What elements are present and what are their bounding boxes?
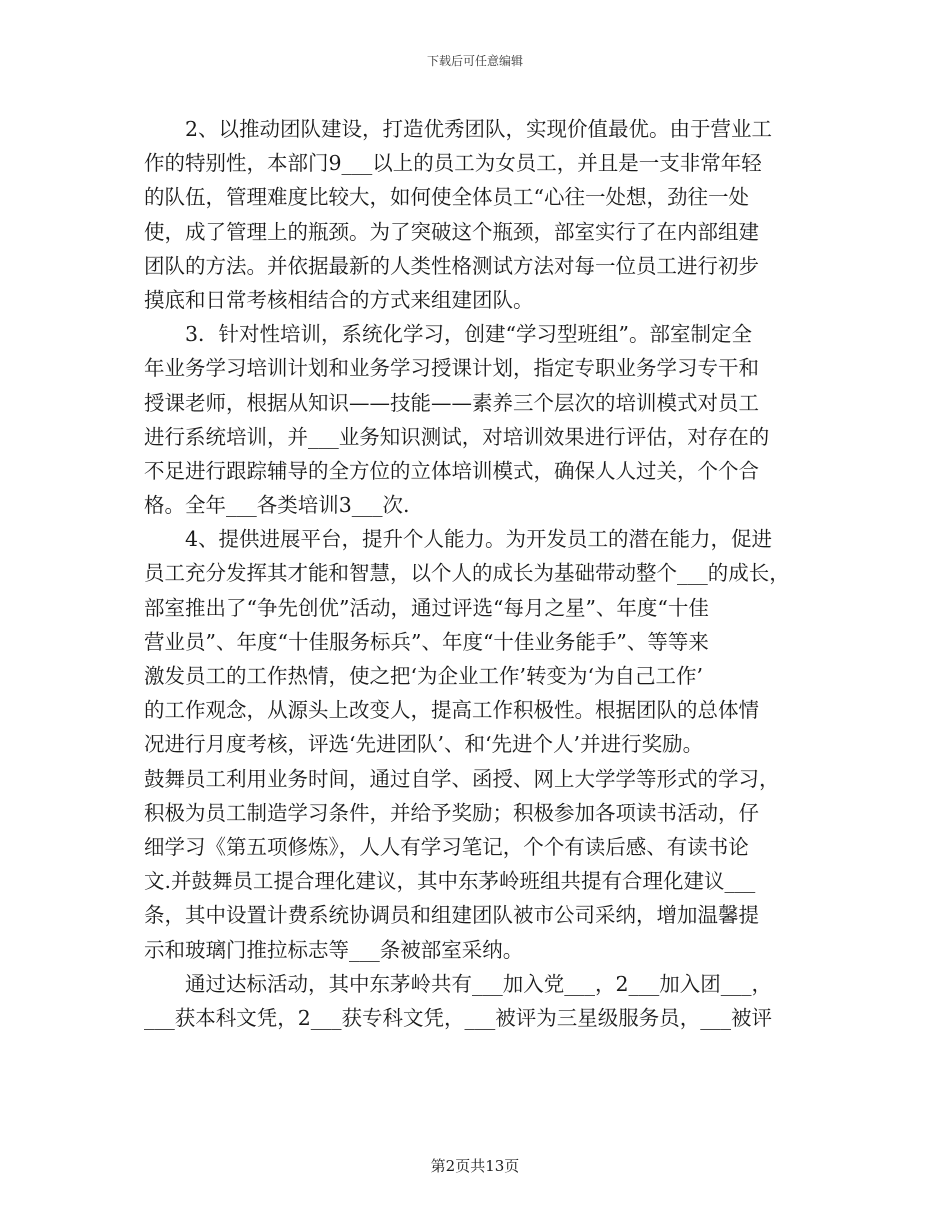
text-line: 的队伍，管理难度比较大，如何使全体员工“心往一处想，劲往一处 bbox=[144, 185, 749, 210]
text-line: 摸底和日常考核相结合的方式来组建团队。 bbox=[144, 287, 534, 312]
text-line: 通过达标活动，其中东茅岭共有___加入党___，2___加入团___， bbox=[144, 971, 773, 996]
text-line: 使，成了管理上的瓶颈。为了突破这个瓶颈，部室实行了在内部组建 bbox=[144, 219, 759, 244]
text-line: 员工充分发挥其才能和智慧，以个人的成长为基础带动整个___的成长， bbox=[144, 561, 790, 586]
text-line: 不足进行跟踪辅导的全方位的立体培训模式，确保人人过关，个个合 bbox=[144, 458, 759, 483]
text-line: 年业务学习培训计划和业务学习授课计划，指定专职业务学习专干和 bbox=[144, 356, 759, 381]
text-line: 示和玻璃门推拉标志等___条被部室采纳。 bbox=[144, 937, 524, 962]
text-line: 鼓舞员工利用业务时间，通过自学、函授、网上大学学等形式的学习， bbox=[144, 766, 780, 791]
page-number: 第2页共13页 bbox=[430, 1157, 520, 1175]
text-line: 部室推出了“争先创优”活动，通过评选“每月之星”、年度“十佳 bbox=[144, 595, 709, 620]
text-line: 进行系统培训，并___业务知识测试，对培训效果进行评估，对存在的 bbox=[144, 424, 770, 449]
text-line: ___获本科文凭，2___获专科文凭，___被评为三星级服务员，___被评 bbox=[144, 1005, 773, 1030]
text-line: 3．针对性培训，系统化学习，创建“学习型班组”。部室制定全 bbox=[144, 322, 753, 347]
text-line: 营业员”、年度“十佳服务标兵”、年度“十佳业务能手”、等等来 bbox=[144, 629, 709, 654]
text-line: 积极为员工制造学习条件，并给予奖励；积极参加各项读书活动，仔 bbox=[144, 800, 759, 825]
text-line: 条，其中设置计费系统协调员和组建团队被市公司采纳，增加温馨提 bbox=[144, 903, 759, 928]
text-line: 细学习《第五项修炼》，人人有学习笔记，个个有读后感、有读书论 bbox=[144, 834, 749, 859]
text-line: 授课老师，根据从知识——技能——素养三个层次的培训模式对员工 bbox=[144, 390, 759, 415]
document-body bbox=[144, 112, 824, 1035]
text-line: 格。全年___各类培训3___次. bbox=[144, 493, 410, 518]
text-line: 的工作观念，从源头上改变人，提高工作积极性。根据团队的总体情 bbox=[144, 698, 759, 723]
text-line: 激发员工的工作热情，使之把‘为企业工作’转变为‘为自己工作’ bbox=[144, 664, 704, 688]
text-line: 团队的方法。并依据最新的人类性格测试方法对每一位员工进行初步 bbox=[144, 253, 759, 278]
text-line: 作的特别性，本部门9___以上的员工为女员工，并且是一支非常年轻 bbox=[144, 151, 762, 176]
text-line: 况进行月度考核，评选‘先进团队’、和‘先进个人’并进行奖励。 bbox=[144, 732, 704, 757]
page-header: 下载后可任意编辑 bbox=[426, 54, 523, 68]
text-line: 2、以推动团队建设，打造优秀团队，实现价值最优。由于营业工 bbox=[144, 117, 773, 141]
text-line: 4、提供进展平台，提升个人能力。为开发员工的潜在能力，促进 bbox=[144, 527, 773, 552]
text-line: 文.并鼓舞员工提合理化建议，其中东茅岭班组共提有合理化建议___ bbox=[144, 869, 756, 894]
